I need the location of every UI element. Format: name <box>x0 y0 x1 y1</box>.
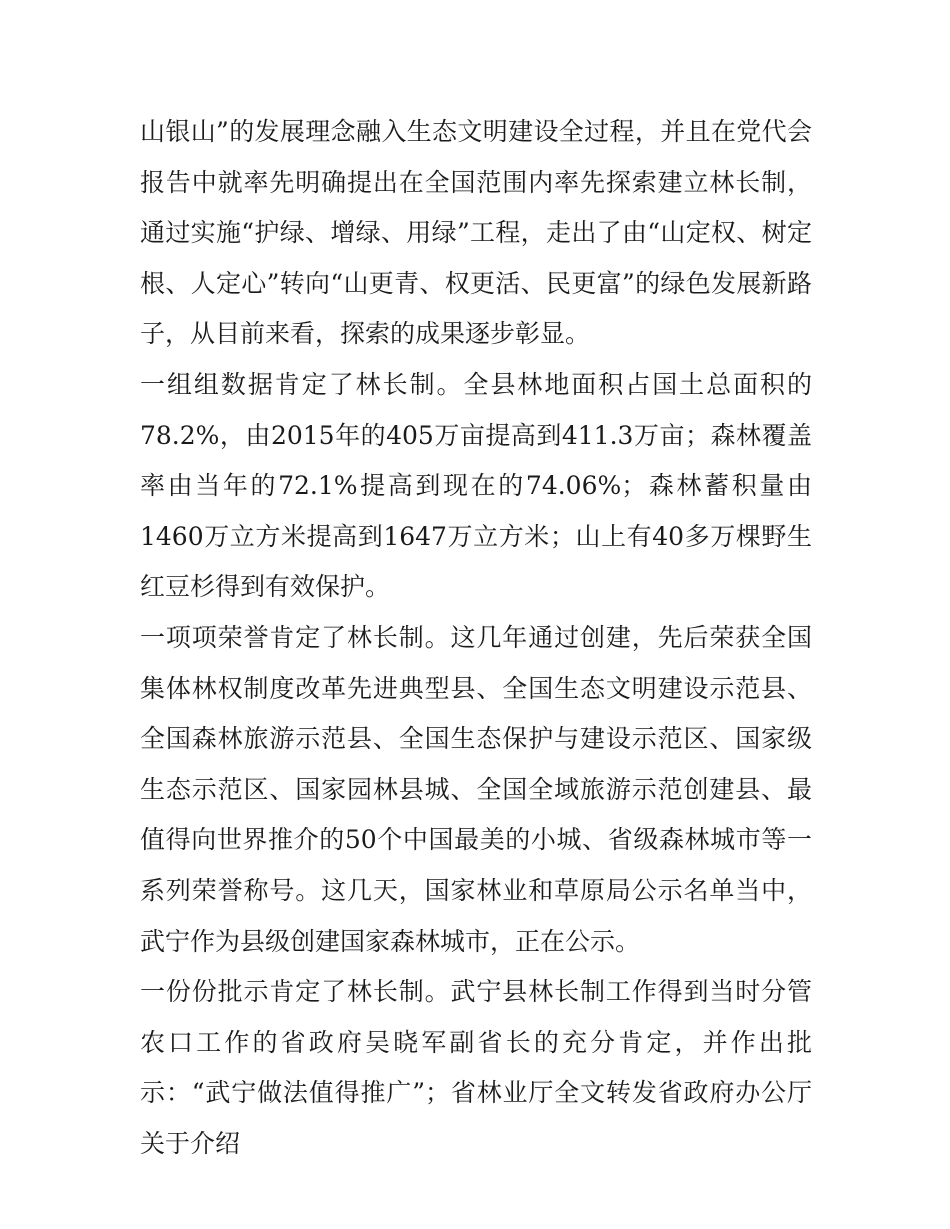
body-text <box>140 107 812 1169</box>
paragraph-honors: 一项项荣誉肯定了林长制。这几年通过创建，先后荣获全国集体林权制度改革先进典型县、全国生态文明建设示范县、全国森林旅游示范县、全国生态保护与建设示范区、国家级生态示范区、国家园林县城、全国全域旅游示范创建县、最值得向世界推介的50个中国最美的小城、省级森林城市等一系列荣誉称号。这几天，国家林业和草原局公示名单当中，武宁作为县级创建国家森林城市，正在公示。 <box>140 622 812 956</box>
paragraph-data-statistics: 一组组数据肯定了林长制。全县林地面积占国土总面积的78.2%，由2015年的405万亩提高到411.3万亩；森林覆盖率由当年的72.1%提高到现在的74.06%；森林蓄积量由1460万立方米提高到1647万立方米；山上有40多万棵野生红豆杉得到有效保护。 <box>140 369 812 602</box>
paragraph-development-concept: 山银山”的发展理念融入生态文明建设全过程，并且在党代会报告中就率先明确提出在全国范围内率先探索建立林长制，通过实施“护绿、增绿、用绿”工程，走出了由“山定权、树定根、人定心”转向“山更青、权更活、民更富”的绿色发展新路子，从目前来看，探索的成果逐步彰显。 <box>140 117 812 349</box>
paragraph-instructions: 一份份批示肯定了林长制。武宁县林长制工作得到当时分管农口工作的省政府吴晓军副省长的充分肯定，并作出批示：“武宁做法值得推广”；省林业厅全文转发省政府办公厅关于介绍 <box>140 977 812 1158</box>
